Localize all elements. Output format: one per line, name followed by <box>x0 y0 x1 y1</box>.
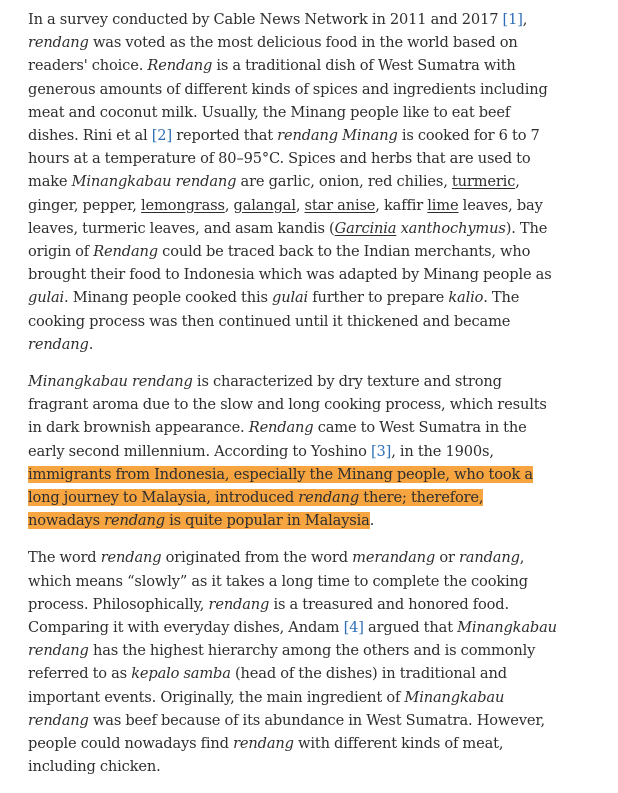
link-lime[interactable]: lime <box>427 196 459 214</box>
italic-term: rendang <box>233 735 294 753</box>
text-run: could be traced back to the Indian merchants, who brought their food to Indonesia which was adapted by Minang people as <box>28 243 552 284</box>
italic-term: xanthochymus <box>400 219 506 237</box>
citation-link-4[interactable]: [4] <box>343 619 364 637</box>
text-run: or <box>435 549 459 567</box>
text-run: . <box>369 512 375 530</box>
text-run: is a treasured and honored food. Comparing it with everyday dishes, Andam <box>28 595 509 637</box>
italic-term: Rendang <box>147 57 213 75</box>
citation-link-1[interactable]: [1] <box>502 11 523 28</box>
italic-term: gulai <box>272 289 309 307</box>
italic-term: Minangkabau rendang <box>28 688 505 729</box>
highlighted-italic-term: rendang <box>298 489 360 507</box>
italic-term: kepalo samba <box>131 665 231 683</box>
text-run: has the highest hierarchy among the others and is commonly referred to as <box>28 642 536 683</box>
italic-term: Minangkabau rendang <box>28 373 193 391</box>
italic-term: rendang <box>28 34 89 52</box>
italic-term: rendang <box>208 595 270 613</box>
highlighted-text: there; therefore, nowadays <box>28 489 484 530</box>
text-run: , <box>224 196 234 214</box>
text-run: was beef because of its abundance in West Sumatra. However, people could nowadays find <box>28 711 546 753</box>
text-run: , <box>295 196 305 214</box>
italic-term: rendang <box>100 549 162 567</box>
text-run: leaves, bay leaves, turmeric leaves, and asam kandis ( <box>28 196 543 237</box>
italic-term: gulai <box>28 289 65 307</box>
paragraph-2 <box>28 370 558 532</box>
citation-link-3[interactable]: [3] <box>370 442 392 460</box>
link-garcinia[interactable]: Garcinia <box>334 219 397 237</box>
link-star-anise[interactable]: star anise <box>304 196 376 214</box>
paragraph-1 <box>28 8 558 356</box>
text-run: with different kinds of meat, including chicken. <box>28 735 504 776</box>
text-run: is cooked for 6 to 7 hours at a temperature of 80–95°C. Spices and herbs that are used to make <box>28 127 540 191</box>
text-run: originated from the word <box>161 549 353 567</box>
text-run: . <box>88 335 94 353</box>
italic-term: Minangkabau rendang <box>28 619 557 660</box>
text-run: (head of the dishes) in traditional and important events. Originally, the main ingredient of <box>28 665 507 706</box>
highlighted-text: immigrants from Indonesia, especially the Minang people, who took a long journey to Malaysia, introduced <box>28 465 533 507</box>
text-run: In a survey conducted by Cable News Network in 2011 and 2017 <box>28 11 503 28</box>
text-run: ). The origin of <box>28 219 548 261</box>
paragraph-3 <box>28 546 558 778</box>
article-body <box>28 8 558 793</box>
text-run: . Minang people cooked this <box>64 289 273 307</box>
highlighted-text: is quite popular in Malaysia <box>164 512 370 530</box>
italic-term: kalio <box>448 289 484 307</box>
text-run: is characterized by dry texture and strong fragrant aroma due to the slow and long cooking process, which results in dark brownish appearance. <box>28 373 547 437</box>
italic-term: merandang <box>352 549 436 567</box>
italic-term: randang <box>458 549 520 567</box>
text-run: argued that <box>363 619 458 637</box>
text-run: are garlic, onion, red chilies, <box>236 173 452 191</box>
link-turmeric[interactable]: turmeric <box>451 173 516 191</box>
italic-term: Minangkabau rendang <box>71 173 237 191</box>
link-lemongrass[interactable]: lemongrass <box>141 196 225 214</box>
italic-term: Rendang <box>93 243 158 261</box>
text-run: , kaffir <box>375 196 428 214</box>
italic-term: rendang <box>28 335 89 353</box>
text-run: , which means “slowly” as it takes a long time to complete the cooking process. Philosophically, <box>28 549 528 613</box>
text-run: came to West Sumatra in the early second millennium. According to Yoshino <box>28 419 527 460</box>
text-run: was voted as the most delicious food in the world based on readers' choice. <box>28 34 518 75</box>
text-run: is a traditional dish of West Sumatra with generous amounts of different kinds of spices and ingredients including meat and coconut milk. Usually, the Minang people like to eat beef dishes. Rini et al <box>28 57 548 145</box>
text-run: , <box>522 11 528 28</box>
italic-term: rendang Minang <box>277 127 398 145</box>
highlighted-italic-term: rendang <box>104 512 165 530</box>
text-run: , ginger, pepper, <box>28 173 520 214</box>
link-galangal[interactable]: galangal <box>233 196 296 214</box>
text-run: further to prepare <box>308 289 449 307</box>
citation-link-2[interactable]: [2] <box>151 127 172 145</box>
italic-term: Rendang <box>248 419 314 437</box>
text-run: . The cooking process was then continued until it thickened and became <box>28 289 520 330</box>
text-run: reported that <box>172 127 278 145</box>
text-run: , in the 1900s, <box>391 442 494 460</box>
text-run: The word <box>28 549 101 567</box>
